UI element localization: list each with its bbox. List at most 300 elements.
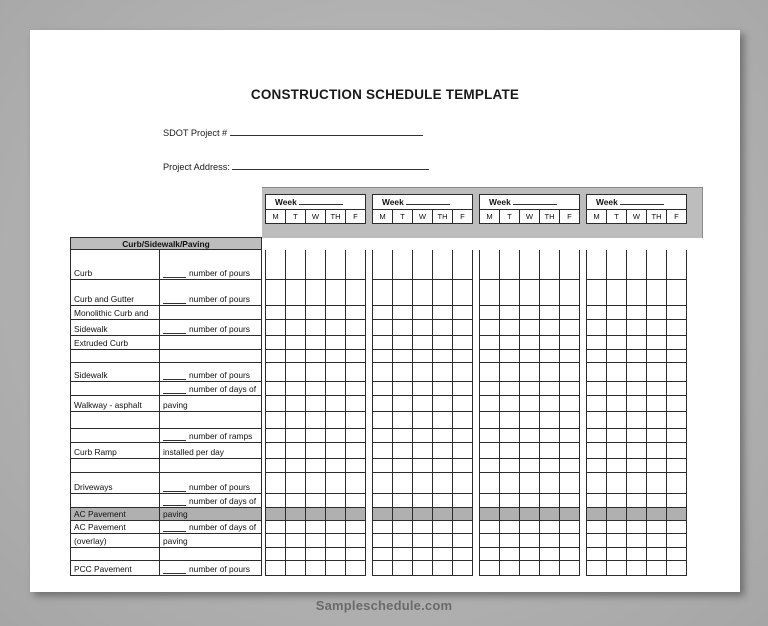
schedule-cell[interactable]: [393, 429, 413, 443]
schedule-cell[interactable]: [587, 473, 607, 494]
schedule-cell[interactable]: [500, 459, 520, 473]
schedule-cell[interactable]: [627, 443, 647, 459]
schedule-cell[interactable]: [627, 494, 647, 508]
row-unit-blank[interactable]: [163, 269, 186, 278]
schedule-cell[interactable]: [373, 561, 393, 576]
schedule-cell[interactable]: [540, 473, 560, 494]
schedule-cell[interactable]: [413, 306, 433, 320]
schedule-cell[interactable]: [540, 508, 560, 521]
schedule-cell[interactable]: [587, 459, 607, 473]
schedule-cell[interactable]: [306, 320, 326, 336]
schedule-cell[interactable]: [413, 250, 433, 280]
schedule-cell[interactable]: [520, 429, 540, 443]
schedule-cell[interactable]: [306, 521, 326, 534]
schedule-cell[interactable]: [286, 508, 306, 521]
schedule-cell[interactable]: [480, 521, 500, 534]
schedule-cell[interactable]: [647, 473, 667, 494]
schedule-cell[interactable]: [326, 494, 346, 508]
schedule-cell[interactable]: [540, 396, 560, 412]
schedule-cell[interactable]: [587, 250, 607, 280]
schedule-cell[interactable]: [413, 459, 433, 473]
schedule-cell[interactable]: [667, 336, 686, 350]
schedule-cell[interactable]: [413, 429, 433, 443]
schedule-cell[interactable]: [500, 508, 520, 521]
schedule-cell[interactable]: [266, 306, 286, 320]
schedule-cell[interactable]: [540, 320, 560, 336]
schedule-cell[interactable]: [627, 561, 647, 576]
schedule-cell[interactable]: [413, 561, 433, 576]
schedule-cell[interactable]: [520, 396, 540, 412]
schedule-cell[interactable]: [346, 250, 365, 280]
schedule-cell[interactable]: [433, 363, 453, 382]
schedule-cell[interactable]: [607, 534, 627, 548]
schedule-cell[interactable]: [647, 494, 667, 508]
schedule-cell[interactable]: [393, 250, 413, 280]
schedule-cell[interactable]: [647, 306, 667, 320]
schedule-cell[interactable]: [500, 320, 520, 336]
schedule-cell[interactable]: [500, 494, 520, 508]
schedule-cell[interactable]: [286, 473, 306, 494]
schedule-cell[interactable]: [480, 443, 500, 459]
schedule-cell[interactable]: [286, 521, 306, 534]
schedule-cell[interactable]: [607, 396, 627, 412]
schedule-cell[interactable]: [326, 521, 346, 534]
schedule-cell[interactable]: [346, 280, 365, 306]
schedule-cell[interactable]: [587, 336, 607, 350]
schedule-cell[interactable]: [647, 459, 667, 473]
schedule-cell[interactable]: [627, 473, 647, 494]
schedule-cell[interactable]: [587, 306, 607, 320]
schedule-cell[interactable]: [393, 508, 413, 521]
schedule-cell[interactable]: [266, 320, 286, 336]
schedule-cell[interactable]: [647, 396, 667, 412]
row-unit-blank[interactable]: [163, 325, 186, 334]
schedule-cell[interactable]: [266, 336, 286, 350]
schedule-cell[interactable]: [500, 363, 520, 382]
schedule-cell[interactable]: [627, 396, 647, 412]
schedule-cell[interactable]: [346, 382, 365, 396]
schedule-cell[interactable]: [266, 548, 286, 561]
schedule-cell[interactable]: [627, 350, 647, 363]
schedule-cell[interactable]: [587, 350, 607, 363]
schedule-cell[interactable]: [286, 443, 306, 459]
schedule-cell[interactable]: [667, 396, 686, 412]
schedule-cell[interactable]: [373, 521, 393, 534]
schedule-cell[interactable]: [393, 561, 413, 576]
schedule-cell[interactable]: [500, 412, 520, 429]
schedule-cell[interactable]: [413, 534, 433, 548]
schedule-cell[interactable]: [326, 320, 346, 336]
schedule-cell[interactable]: [607, 561, 627, 576]
schedule-cell[interactable]: [286, 494, 306, 508]
schedule-cell[interactable]: [667, 250, 686, 280]
schedule-cell[interactable]: [520, 548, 540, 561]
schedule-cell[interactable]: [607, 320, 627, 336]
schedule-cell[interactable]: [266, 494, 286, 508]
schedule-cell[interactable]: [393, 494, 413, 508]
schedule-cell[interactable]: [667, 382, 686, 396]
schedule-cell[interactable]: [560, 429, 579, 443]
schedule-cell[interactable]: [500, 350, 520, 363]
schedule-cell[interactable]: [587, 494, 607, 508]
schedule-cell[interactable]: [500, 382, 520, 396]
schedule-cell[interactable]: [500, 548, 520, 561]
schedule-cell[interactable]: [413, 521, 433, 534]
schedule-cell[interactable]: [433, 396, 453, 412]
schedule-cell[interactable]: [413, 382, 433, 396]
schedule-cell[interactable]: [373, 280, 393, 306]
schedule-cell[interactable]: [587, 443, 607, 459]
schedule-cell[interactable]: [286, 429, 306, 443]
schedule-cell[interactable]: [560, 363, 579, 382]
schedule-cell[interactable]: [560, 250, 579, 280]
schedule-cell[interactable]: [560, 306, 579, 320]
schedule-cell[interactable]: [393, 459, 413, 473]
schedule-cell[interactable]: [647, 521, 667, 534]
schedule-cell[interactable]: [326, 473, 346, 494]
schedule-cell[interactable]: [540, 306, 560, 320]
schedule-cell[interactable]: [326, 443, 346, 459]
schedule-cell[interactable]: [647, 508, 667, 521]
schedule-cell[interactable]: [346, 561, 365, 576]
schedule-cell[interactable]: [453, 548, 472, 561]
schedule-cell[interactable]: [607, 459, 627, 473]
schedule-cell[interactable]: [667, 320, 686, 336]
schedule-cell[interactable]: [520, 280, 540, 306]
schedule-cell[interactable]: [453, 412, 472, 429]
schedule-cell[interactable]: [346, 534, 365, 548]
schedule-cell[interactable]: [393, 396, 413, 412]
schedule-cell[interactable]: [500, 534, 520, 548]
schedule-cell[interactable]: [346, 429, 365, 443]
schedule-cell[interactable]: [647, 561, 667, 576]
schedule-cell[interactable]: [346, 494, 365, 508]
schedule-cell[interactable]: [266, 412, 286, 429]
schedule-cell[interactable]: [560, 561, 579, 576]
schedule-cell[interactable]: [346, 521, 365, 534]
schedule-cell[interactable]: [286, 363, 306, 382]
schedule-cell[interactable]: [607, 494, 627, 508]
schedule-cell[interactable]: [560, 443, 579, 459]
schedule-cell[interactable]: [627, 320, 647, 336]
schedule-cell[interactable]: [540, 561, 560, 576]
schedule-cell[interactable]: [433, 473, 453, 494]
schedule-cell[interactable]: [587, 396, 607, 412]
schedule-cell[interactable]: [587, 412, 607, 429]
schedule-cell[interactable]: [306, 548, 326, 561]
schedule-cell[interactable]: [607, 508, 627, 521]
schedule-cell[interactable]: [393, 443, 413, 459]
schedule-cell[interactable]: [413, 412, 433, 429]
schedule-cell[interactable]: [540, 250, 560, 280]
schedule-cell[interactable]: [667, 521, 686, 534]
schedule-cell[interactable]: [607, 280, 627, 306]
schedule-cell[interactable]: [433, 459, 453, 473]
schedule-cell[interactable]: [627, 363, 647, 382]
schedule-cell[interactable]: [667, 494, 686, 508]
schedule-cell[interactable]: [480, 396, 500, 412]
row-unit-blank[interactable]: [163, 497, 186, 506]
schedule-cell[interactable]: [587, 548, 607, 561]
schedule-cell[interactable]: [453, 459, 472, 473]
schedule-cell[interactable]: [520, 473, 540, 494]
schedule-cell[interactable]: [667, 561, 686, 576]
schedule-cell[interactable]: [266, 429, 286, 443]
schedule-cell[interactable]: [373, 363, 393, 382]
schedule-cell[interactable]: [346, 443, 365, 459]
row-unit-blank[interactable]: [163, 565, 186, 574]
schedule-cell[interactable]: [667, 280, 686, 306]
schedule-cell[interactable]: [607, 443, 627, 459]
schedule-cell[interactable]: [393, 534, 413, 548]
schedule-cell[interactable]: [326, 382, 346, 396]
schedule-cell[interactable]: [500, 521, 520, 534]
schedule-cell[interactable]: [540, 548, 560, 561]
schedule-cell[interactable]: [480, 306, 500, 320]
schedule-cell[interactable]: [433, 548, 453, 561]
schedule-cell[interactable]: [433, 350, 453, 363]
schedule-cell[interactable]: [560, 508, 579, 521]
schedule-cell[interactable]: [627, 336, 647, 350]
schedule-cell[interactable]: [393, 521, 413, 534]
schedule-cell[interactable]: [266, 561, 286, 576]
schedule-cell[interactable]: [346, 412, 365, 429]
schedule-cell[interactable]: [433, 534, 453, 548]
schedule-cell[interactable]: [286, 548, 306, 561]
schedule-cell[interactable]: [393, 336, 413, 350]
schedule-cell[interactable]: [393, 350, 413, 363]
schedule-cell[interactable]: [306, 280, 326, 306]
schedule-cell[interactable]: [647, 320, 667, 336]
schedule-cell[interactable]: [667, 412, 686, 429]
schedule-cell[interactable]: [500, 336, 520, 350]
schedule-cell[interactable]: [453, 250, 472, 280]
schedule-cell[interactable]: [453, 350, 472, 363]
schedule-cell[interactable]: [453, 382, 472, 396]
schedule-cell[interactable]: [393, 306, 413, 320]
schedule-cell[interactable]: [326, 508, 346, 521]
schedule-cell[interactable]: [627, 521, 647, 534]
schedule-cell[interactable]: [500, 443, 520, 459]
schedule-cell[interactable]: [587, 561, 607, 576]
schedule-cell[interactable]: [453, 521, 472, 534]
schedule-cell[interactable]: [306, 382, 326, 396]
schedule-cell[interactable]: [266, 473, 286, 494]
schedule-cell[interactable]: [607, 382, 627, 396]
schedule-cell[interactable]: [500, 280, 520, 306]
schedule-cell[interactable]: [266, 280, 286, 306]
schedule-cell[interactable]: [346, 306, 365, 320]
schedule-cell[interactable]: [587, 382, 607, 396]
schedule-cell[interactable]: [647, 363, 667, 382]
schedule-cell[interactable]: [393, 363, 413, 382]
schedule-cell[interactable]: [540, 494, 560, 508]
schedule-cell[interactable]: [647, 250, 667, 280]
schedule-cell[interactable]: [266, 534, 286, 548]
schedule-cell[interactable]: [373, 429, 393, 443]
schedule-cell[interactable]: [433, 429, 453, 443]
schedule-cell[interactable]: [587, 320, 607, 336]
field-sdot-project-number[interactable]: [163, 126, 423, 138]
schedule-cell[interactable]: [560, 336, 579, 350]
schedule-cell[interactable]: [453, 320, 472, 336]
schedule-cell[interactable]: [520, 336, 540, 350]
schedule-cell[interactable]: [560, 473, 579, 494]
schedule-cell[interactable]: [413, 363, 433, 382]
schedule-cell[interactable]: [306, 350, 326, 363]
schedule-cell[interactable]: [373, 534, 393, 548]
row-unit-blank[interactable]: [163, 385, 186, 394]
schedule-cell[interactable]: [413, 508, 433, 521]
schedule-cell[interactable]: [647, 443, 667, 459]
schedule-cell[interactable]: [480, 473, 500, 494]
schedule-cell[interactable]: [480, 429, 500, 443]
schedule-cell[interactable]: [540, 459, 560, 473]
schedule-cell[interactable]: [346, 350, 365, 363]
schedule-cell[interactable]: [500, 561, 520, 576]
schedule-cell[interactable]: [326, 306, 346, 320]
schedule-cell[interactable]: [326, 534, 346, 548]
schedule-cell[interactable]: [373, 473, 393, 494]
schedule-cell[interactable]: [306, 508, 326, 521]
schedule-cell[interactable]: [393, 382, 413, 396]
schedule-cell[interactable]: [560, 548, 579, 561]
schedule-cell[interactable]: [520, 508, 540, 521]
schedule-cell[interactable]: [560, 382, 579, 396]
schedule-cell[interactable]: [607, 306, 627, 320]
schedule-cell[interactable]: [393, 412, 413, 429]
schedule-cell[interactable]: [627, 508, 647, 521]
schedule-cell[interactable]: [306, 494, 326, 508]
schedule-cell[interactable]: [393, 320, 413, 336]
schedule-cell[interactable]: [393, 473, 413, 494]
schedule-cell[interactable]: [433, 443, 453, 459]
schedule-cell[interactable]: [560, 459, 579, 473]
schedule-cell[interactable]: [560, 534, 579, 548]
schedule-cell[interactable]: [560, 412, 579, 429]
schedule-cell[interactable]: [326, 250, 346, 280]
schedule-cell[interactable]: [500, 306, 520, 320]
schedule-cell[interactable]: [266, 459, 286, 473]
schedule-cell[interactable]: [373, 320, 393, 336]
schedule-cell[interactable]: [266, 521, 286, 534]
schedule-cell[interactable]: [540, 350, 560, 363]
schedule-cell[interactable]: [587, 280, 607, 306]
schedule-cell[interactable]: [560, 350, 579, 363]
schedule-cell[interactable]: [306, 396, 326, 412]
schedule-cell[interactable]: [286, 459, 306, 473]
schedule-cell[interactable]: [326, 561, 346, 576]
schedule-cell[interactable]: [607, 521, 627, 534]
schedule-cell[interactable]: [520, 306, 540, 320]
schedule-cell[interactable]: [413, 350, 433, 363]
schedule-cell[interactable]: [433, 508, 453, 521]
row-unit-blank[interactable]: [163, 523, 186, 532]
schedule-cell[interactable]: [480, 459, 500, 473]
schedule-cell[interactable]: [346, 459, 365, 473]
schedule-cell[interactable]: [413, 280, 433, 306]
schedule-cell[interactable]: [346, 396, 365, 412]
schedule-cell[interactable]: [266, 250, 286, 280]
schedule-cell[interactable]: [627, 306, 647, 320]
schedule-cell[interactable]: [306, 412, 326, 429]
schedule-cell[interactable]: [540, 336, 560, 350]
schedule-cell[interactable]: [393, 280, 413, 306]
schedule-cell[interactable]: [286, 412, 306, 429]
schedule-cell[interactable]: [540, 363, 560, 382]
schedule-cell[interactable]: [373, 396, 393, 412]
schedule-cell[interactable]: [647, 280, 667, 306]
schedule-cell[interactable]: [667, 548, 686, 561]
schedule-cell[interactable]: [413, 548, 433, 561]
schedule-cell[interactable]: [480, 494, 500, 508]
schedule-cell[interactable]: [453, 280, 472, 306]
schedule-cell[interactable]: [286, 336, 306, 350]
schedule-cell[interactable]: [286, 350, 306, 363]
schedule-cell[interactable]: [480, 534, 500, 548]
row-unit-blank[interactable]: [163, 483, 186, 492]
schedule-cell[interactable]: [306, 306, 326, 320]
schedule-cell[interactable]: [520, 459, 540, 473]
schedule-cell[interactable]: [607, 250, 627, 280]
schedule-cell[interactable]: [413, 473, 433, 494]
field-blank-sdot-project-number[interactable]: [230, 126, 423, 136]
schedule-cell[interactable]: [667, 534, 686, 548]
schedule-cell[interactable]: [500, 250, 520, 280]
schedule-cell[interactable]: [373, 350, 393, 363]
schedule-cell[interactable]: [433, 521, 453, 534]
schedule-cell[interactable]: [560, 521, 579, 534]
schedule-cell[interactable]: [607, 548, 627, 561]
schedule-cell[interactable]: [286, 561, 306, 576]
schedule-cell[interactable]: [346, 508, 365, 521]
schedule-cell[interactable]: [286, 250, 306, 280]
schedule-cell[interactable]: [627, 280, 647, 306]
schedule-cell[interactable]: [607, 473, 627, 494]
schedule-cell[interactable]: [373, 306, 393, 320]
schedule-cell[interactable]: [453, 396, 472, 412]
schedule-cell[interactable]: [667, 350, 686, 363]
schedule-cell[interactable]: [560, 396, 579, 412]
schedule-cell[interactable]: [667, 363, 686, 382]
schedule-cell[interactable]: [306, 363, 326, 382]
schedule-cell[interactable]: [306, 336, 326, 350]
schedule-cell[interactable]: [266, 350, 286, 363]
schedule-cell[interactable]: [647, 534, 667, 548]
schedule-cell[interactable]: [453, 534, 472, 548]
schedule-cell[interactable]: [667, 473, 686, 494]
schedule-cell[interactable]: [607, 336, 627, 350]
schedule-cell[interactable]: [433, 280, 453, 306]
schedule-cell[interactable]: [480, 508, 500, 521]
schedule-cell[interactable]: [433, 494, 453, 508]
schedule-cell[interactable]: [346, 548, 365, 561]
schedule-cell[interactable]: [520, 382, 540, 396]
schedule-cell[interactable]: [326, 412, 346, 429]
schedule-cell[interactable]: [647, 429, 667, 443]
schedule-cell[interactable]: [453, 494, 472, 508]
schedule-cell[interactable]: [453, 443, 472, 459]
schedule-cell[interactable]: [286, 396, 306, 412]
schedule-cell[interactable]: [453, 508, 472, 521]
schedule-cell[interactable]: [286, 534, 306, 548]
schedule-cell[interactable]: [413, 320, 433, 336]
schedule-cell[interactable]: [326, 280, 346, 306]
schedule-cell[interactable]: [326, 429, 346, 443]
schedule-cell[interactable]: [433, 306, 453, 320]
schedule-cell[interactable]: [480, 336, 500, 350]
schedule-cell[interactable]: [433, 250, 453, 280]
